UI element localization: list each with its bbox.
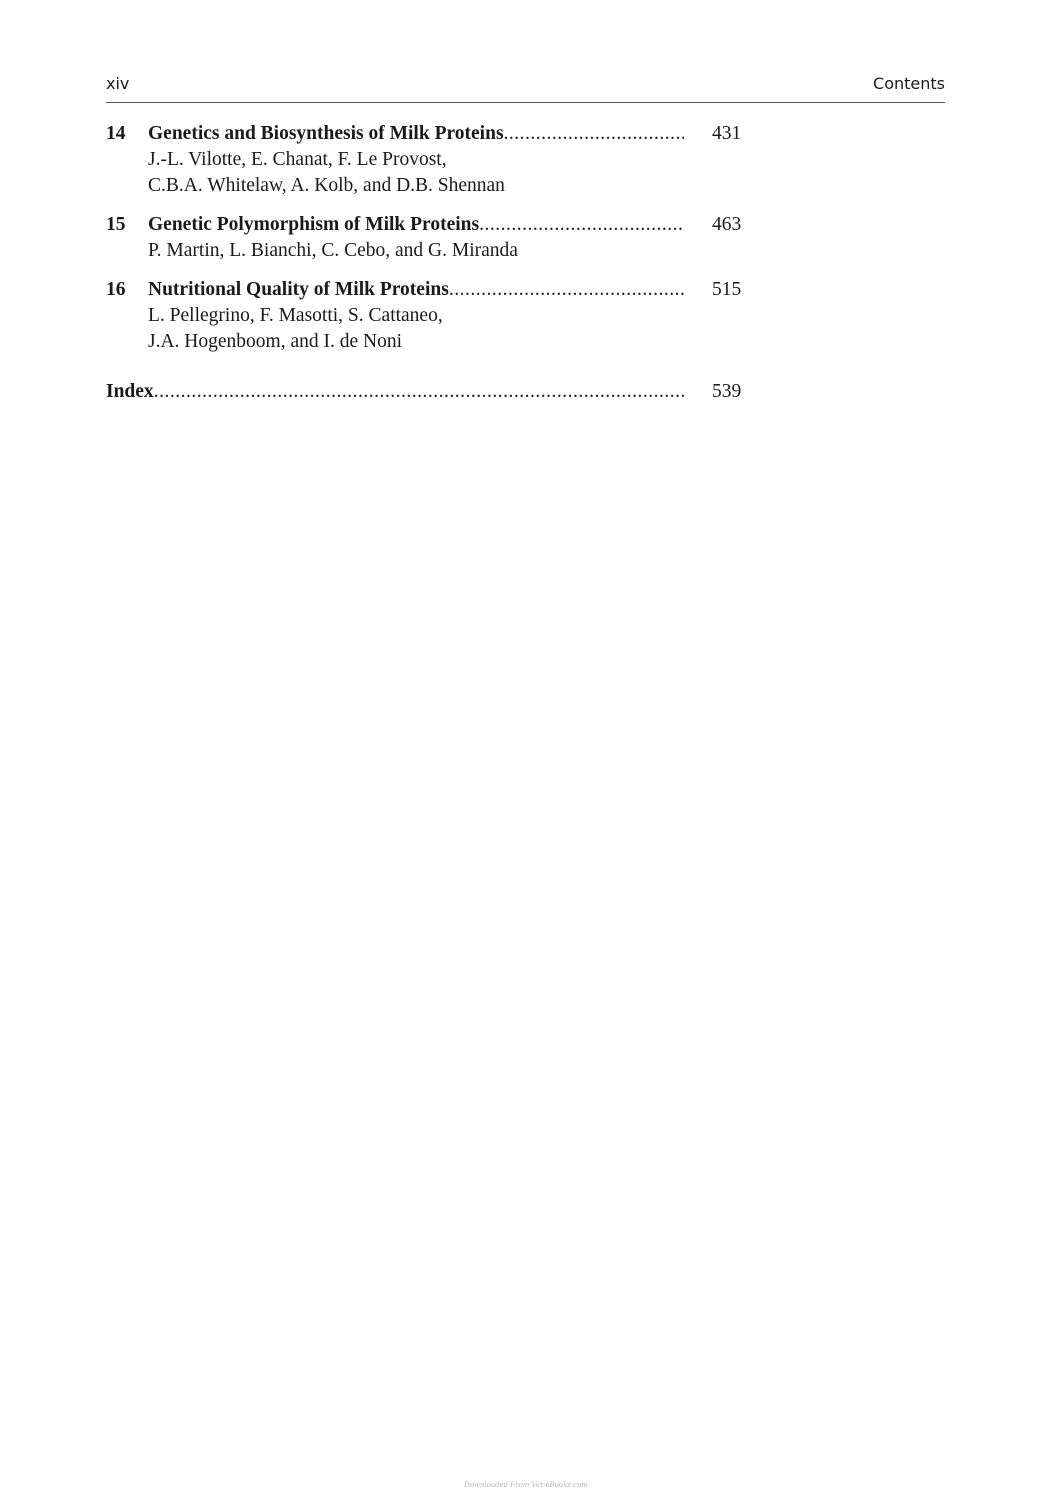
table-of-contents bbox=[106, 121, 756, 405]
running-head: Contents bbox=[873, 74, 945, 93]
chapter-number: 15 bbox=[106, 214, 126, 235]
page-number: xiv bbox=[106, 74, 130, 93]
title-line bbox=[148, 121, 684, 147]
dot-leader bbox=[154, 379, 684, 405]
index-title[interactable]: Index bbox=[106, 381, 154, 402]
toc-entry-index[interactable] bbox=[106, 379, 756, 405]
chapter-authors: J.-L. Vilotte, E. Chanat, F. Le Provost, bbox=[148, 149, 447, 170]
entry-body bbox=[148, 121, 684, 199]
index-line bbox=[106, 379, 684, 405]
toc-entry-chapter-16[interactable] bbox=[106, 277, 756, 355]
chapter-number: 16 bbox=[106, 279, 126, 300]
title-line bbox=[148, 277, 684, 303]
chapter-authors: L. Pellegrino, F. Masotti, S. Cattaneo, bbox=[148, 305, 443, 326]
title-line bbox=[148, 212, 684, 238]
dot-leader bbox=[479, 212, 684, 238]
page-header bbox=[106, 72, 945, 103]
dot-leader bbox=[504, 121, 684, 147]
entry-body bbox=[148, 212, 684, 264]
chapter-authors: P. Martin, L. Bianchi, C. Cebo, and G. Miranda bbox=[148, 240, 518, 261]
download-watermark: Downloaded From Vet-eBooks.com bbox=[464, 1481, 588, 1489]
page-reference[interactable]: 463 bbox=[712, 214, 742, 235]
chapter-title[interactable]: Genetics and Biosynthesis of Milk Proteins bbox=[148, 123, 504, 144]
page-reference[interactable]: 539 bbox=[712, 381, 742, 402]
chapter-title[interactable]: Nutritional Quality of Milk Proteins bbox=[148, 279, 449, 300]
chapter-title[interactable]: Genetic Polymorphism of Milk Proteins bbox=[148, 214, 480, 235]
chapter-authors: J.A. Hogenboom, and I. de Noni bbox=[148, 331, 403, 352]
page-reference[interactable]: 431 bbox=[712, 123, 742, 144]
page-reference[interactable]: 515 bbox=[712, 279, 742, 300]
toc-entry-chapter-15[interactable] bbox=[106, 212, 756, 264]
chapter-number: 14 bbox=[106, 123, 126, 144]
entry-body bbox=[148, 277, 684, 355]
toc-entry-chapter-14[interactable] bbox=[106, 121, 756, 199]
chapter-authors: C.B.A. Whitelaw, A. Kolb, and D.B. Shennan bbox=[148, 175, 505, 196]
dot-leader bbox=[449, 277, 684, 303]
